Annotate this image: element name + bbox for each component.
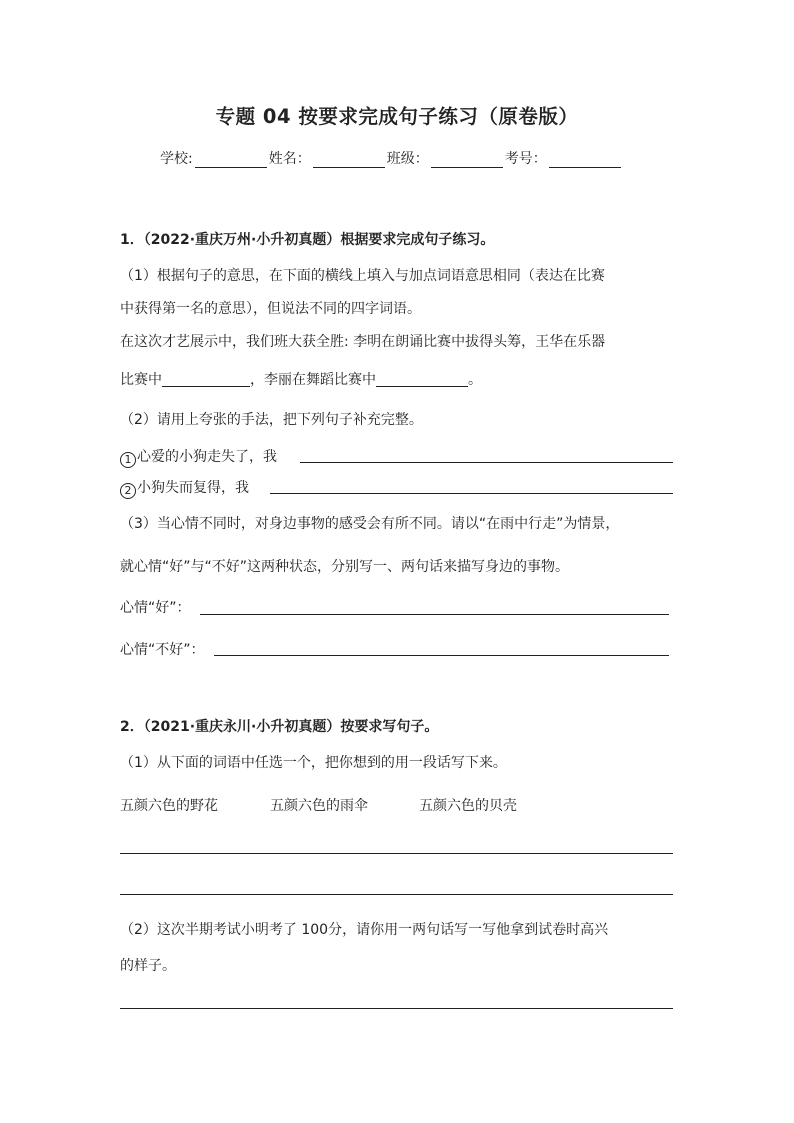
q1-part2-item1-text: 心爱的小狗走失了，我 — [137, 449, 277, 465]
student-info-row — [160, 148, 623, 168]
circled-number-2: 2 — [120, 483, 136, 499]
q1-part2-item1 — [120, 446, 277, 468]
answer-line-item2[interactable] — [270, 493, 673, 494]
q1-part1-line4 — [120, 369, 482, 389]
answer-line-item1[interactable] — [300, 462, 673, 463]
question-2-heading: 2．（2021·重庆永川·小升初真题）按要求写句子。 — [120, 719, 439, 735]
question-1-heading: 1．（2022·重庆万州·小升初真题）根据要求完成句子练习。 — [120, 232, 495, 248]
q2-part1-prompt: （1）从下面的词语中任选一个，把你想到的用一段话写下来。 — [120, 755, 507, 771]
q1-part1-line3: 在这次才艺展示中，我们班大获全胜: 李明在朗诵比赛中拔得头筹，王华在乐器 — [120, 334, 606, 350]
class-blank[interactable] — [431, 151, 503, 168]
answer-line-good-mood[interactable] — [200, 614, 669, 615]
q1-part1-line1: （1）根据句子的意思，在下面的横线上填入与加点词语意思相同（表达在比赛 — [120, 268, 605, 284]
good-mood-label: 心情“好”： — [120, 600, 191, 616]
q1-part1-line4-start: 比赛中 — [120, 372, 162, 388]
dance-contest-blank[interactable] — [376, 372, 468, 387]
q1-part2-item2 — [120, 477, 249, 499]
word-option-3: 五颜六色的贝壳 — [419, 798, 517, 814]
word-option-1: 五颜六色的野花 — [120, 798, 218, 814]
answer-line-q2-part1-b[interactable] — [120, 894, 673, 895]
bad-mood-label: 心情“不好”： — [120, 642, 205, 658]
answer-line-bad-mood[interactable] — [214, 655, 669, 656]
word-option-2: 五颜六色的雨伞 — [270, 798, 368, 814]
school-blank[interactable] — [195, 151, 267, 168]
q1-part1-line4-end: 。 — [468, 372, 482, 388]
q2-part2-line2: 的样子。 — [120, 958, 176, 974]
answer-line-q2-part2[interactable] — [120, 1008, 673, 1009]
name-label: 姓名： — [268, 151, 311, 167]
circled-number-1: 1 — [120, 452, 136, 468]
q1-part1-line4-middle: ，李丽在舞蹈比赛中 — [250, 372, 376, 388]
name-blank[interactable] — [313, 151, 385, 168]
q1-part3-line1: （3）当心情不同时，对身边事物的感受会有所不同。请以“在雨中行走”为情景， — [120, 516, 620, 532]
exam-number-blank[interactable] — [549, 151, 621, 168]
q2-part2-line1: （2）这次半期考试小明考了 100分，请你用一两句话写一写他拿到试卷时高兴 — [120, 922, 609, 938]
school-label: 学校: — [160, 151, 193, 167]
answer-line-q2-part1-a[interactable] — [120, 853, 673, 854]
q1-part2-item2-text: 小狗失而复得，我 — [137, 480, 249, 496]
music-contest-blank[interactable] — [162, 372, 250, 387]
page-title: 专题 04 按要求完成句子练习（原卷版） — [215, 105, 579, 128]
class-label: 班级： — [386, 151, 429, 167]
q1-part3-line2: 就心情“好”与“不好”这两种状态，分别写一、两句话来描写身边的事物。 — [120, 559, 570, 575]
exam-number-label: 考号： — [504, 151, 547, 167]
q1-part2-prompt: （2）请用上夸张的手法，把下列句子补充完整。 — [120, 412, 423, 428]
q1-part1-line2: 中获得第一名的意思），但说法不同的四字词语。 — [120, 301, 421, 317]
